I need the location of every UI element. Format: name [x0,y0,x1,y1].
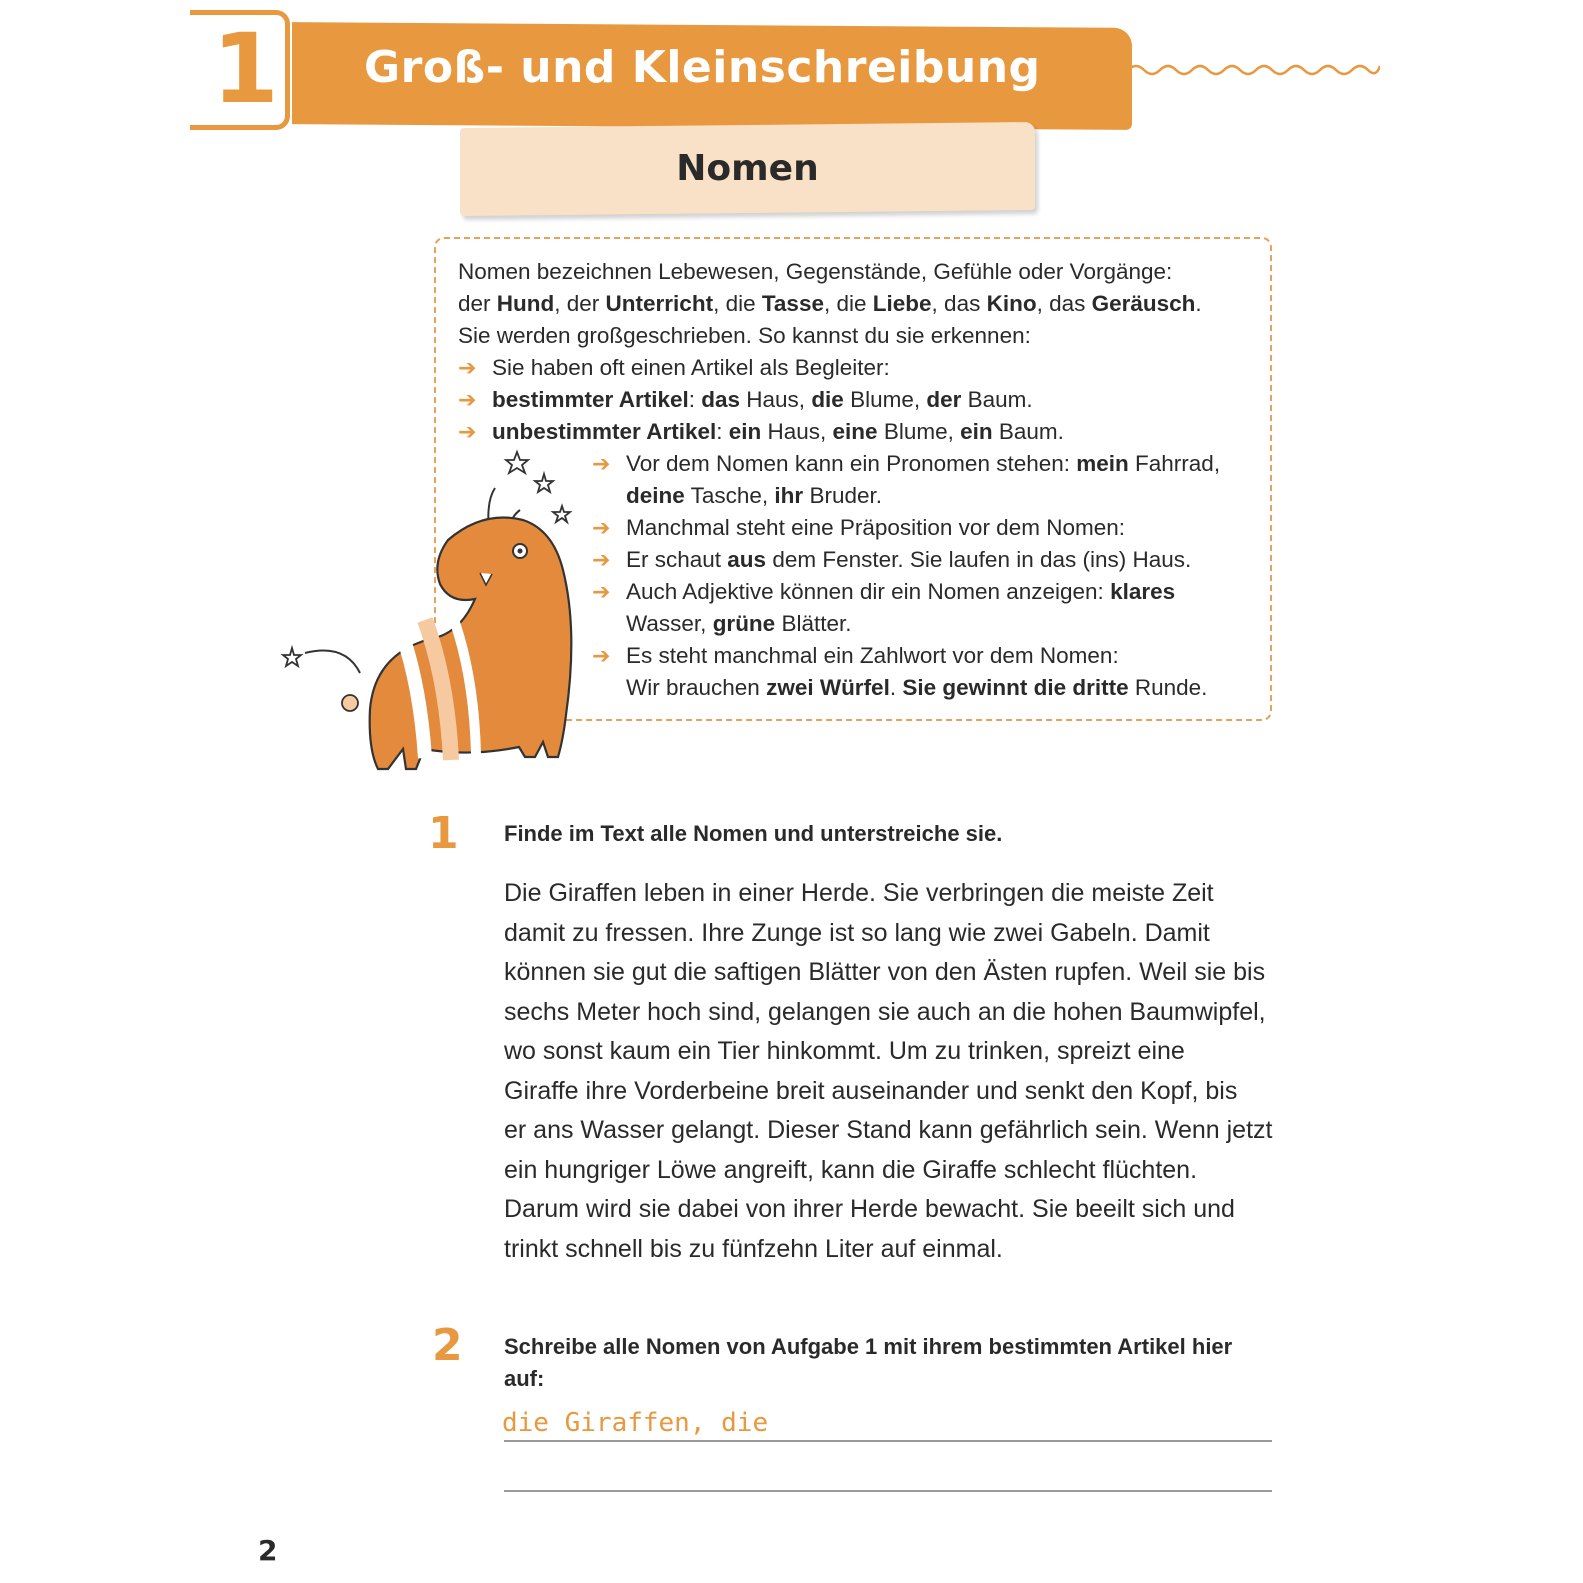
info-line [626,608,1175,640]
text-run: Vor dem Nomen kann ein Pronomen stehen: [626,451,1077,476]
bold-text: ein [960,419,993,444]
arrow-right-icon: ➔ [592,643,611,668]
bold-text: die [811,387,844,412]
page-number: 2 [258,1534,278,1567]
arrow-right-icon: ➔ [458,355,477,380]
bold-text: ihr [774,483,804,508]
arrow-right-icon: ➔ [592,579,611,604]
exercise-2-instruction-line: Schreibe alle Nomen von Aufgabe 1 mit ihrem bestimmten Artikel hier [504,1334,1233,1359]
bold-text: Unterricht [605,291,714,316]
bold-text: unbestimmter Artikel [492,419,717,444]
text-run: Sie haben oft einen Artikel als Begleiter: [492,355,890,380]
list-item-text [492,416,1064,448]
info-list-right [592,448,1220,704]
bold-text: der [926,387,962,412]
wavy-line-decoration [1128,58,1380,82]
info-line [492,416,1064,448]
text-run: Wir brauchen [626,675,767,700]
list-item [592,576,1220,640]
text-run: . [1195,291,1202,316]
exercise-1-number: 1 [428,808,459,859]
exercise-2-number: 2 [432,1320,463,1371]
list-item [458,416,1064,448]
info-line [458,288,1202,320]
text-run: , der [554,291,606,316]
list-item-text [626,544,1191,576]
bold-text: mein [1076,451,1129,476]
text-run: Baum. [961,387,1033,412]
exercise-1-text-line: trinkt schnell bis zu fünfzehn Liter auf einmal. [504,1234,1003,1263]
info-line [626,640,1207,672]
text-run: Bruder. [803,483,882,508]
bold-text: Liebe [872,291,932,316]
bold-text: zwei Würfel [766,675,890,700]
info-line [626,512,1125,544]
text-run: . [889,675,903,700]
text-run: Haus, [740,387,812,412]
bold-text: Kino [986,291,1037,316]
text-run: Fahrrad, [1128,451,1221,476]
bold-text: deine [626,483,685,508]
list-item-text [626,448,1220,512]
chapter-number: 1 [212,13,279,125]
bold-text: klares [1110,579,1176,604]
answer-line-1[interactable] [504,1440,1272,1442]
exercise-1-instruction: Finde im Text alle Nomen und unterstreiche sie. [504,821,1003,846]
list-item [458,384,1064,416]
exercise-1-text-line: ein hungriger Löwe angreift, kann die Giraffe schlecht flüchten. [504,1155,1198,1184]
list-item-text [492,384,1033,416]
bold-text: grüne [712,611,776,636]
list-item [592,640,1220,704]
section-subtitle: Nomen [676,148,819,189]
text-run: Runde. [1128,675,1208,700]
info-line [626,480,1220,512]
text-run: Blätter. [775,611,852,636]
info-line [492,352,890,384]
text-run: : [688,387,702,412]
text-run: Er schaut [626,547,728,572]
list-item-text [492,352,890,384]
exercise-2-instruction-line: auf: [504,1366,545,1391]
list-item [592,512,1220,544]
info-list-left [458,352,1064,448]
text-run: , das [931,291,987,316]
text-run: der [458,291,497,316]
arrow-right-icon: ➔ [458,387,477,412]
info-line [492,384,1033,416]
info-line [626,448,1220,480]
text-run: dem Fenster. Sie laufen in das (ins) Haus. [766,547,1192,572]
exercise-1-text-line: Giraffe ihre Vorderbeine breit auseinander und senkt den Kopf, bis [504,1076,1238,1105]
list-item [458,352,1064,384]
bold-text: eine [832,419,878,444]
text-run: Haus, [761,419,833,444]
list-item-text [626,640,1207,704]
text-run: Blume, [843,387,927,412]
info-line [626,576,1175,608]
text-run: , das [1036,291,1092,316]
info-line [626,672,1207,704]
info-intro [458,256,1202,352]
list-item-text [626,512,1125,544]
exercise-1-text-line: sechs Meter hoch sind, gelangen sie auch an die hohen Baumwipfel, [504,997,1266,1026]
bold-text: das [701,387,741,412]
info-line [626,544,1191,576]
monster-illustration [280,448,590,783]
page-title: Groß- und Kleinschreibung [364,42,1041,93]
arrow-right-icon: ➔ [592,515,611,540]
exercise-1-text-line: damit zu fressen. Ihre Zunge ist so lang wie zwei Gabeln. Damit [504,918,1210,947]
exercise-1-text [504,874,1294,1269]
text-run: Auch Adjektive können dir ein Nomen anzeigen: [626,579,1111,604]
arrow-right-icon: ➔ [458,419,477,444]
info-line [458,320,1202,352]
list-item [592,448,1220,512]
text-run: , die [713,291,762,316]
exercise-1-text-line: Darum wird sie dabei von ihrer Herde bewacht. Sie beeilt sich und [504,1195,1235,1223]
answer-text: die Giraffen, die [502,1408,769,1438]
text-run: Baum. [992,419,1064,444]
text-run: , die [823,291,873,316]
exercise-1-text-line: Die Giraffen leben in einer Herde. Sie verbringen die meiste Zeit [504,879,1214,907]
bold-text: Sie gewinnt die dritte [902,675,1129,700]
exercise-1-text-line: wo sonst kaum ein Tier hinkommt. Um zu trinken, spreizt eine [504,1037,1185,1065]
bold-text: Hund [496,291,555,316]
answer-line-2[interactable] [504,1490,1272,1492]
text-run: : [716,419,729,444]
bold-text: Geräusch [1091,291,1196,316]
bold-text: aus [727,547,767,572]
bold-text: bestimmter Artikel [492,387,689,412]
text-run: Wasser, [626,611,713,636]
exercise-2-instruction [504,1331,1284,1395]
exercise-1-text-line: er ans Wasser gelangt. Dieser Stand kann gefährlich sein. Wenn jetzt [504,1116,1273,1144]
text-run: Es steht manchmal ein Zahlwort vor dem Nomen: [626,643,1119,668]
exercise-1-text-line: können sie gut die saftigen Blätter von den Ästen rupfen. Weil sie bis [504,958,1266,986]
arrow-right-icon: ➔ [592,451,611,476]
text-run: Manchmal steht eine Präposition vor dem Nomen: [626,515,1125,540]
text-run: Sie werden großgeschrieben. So kannst du sie erkennen: [458,323,1031,348]
text-run: Blume, [877,419,961,444]
bold-text: Tasse [761,291,824,316]
list-item [592,544,1220,576]
arrow-right-icon: ➔ [592,547,611,572]
info-line [458,256,1202,288]
list-item-text [626,576,1175,640]
text-run: Tasche, [684,483,775,508]
text-run: Nomen bezeichnen Lebewesen, Gegenstände, Gefühle oder Vorgänge: [458,259,1173,284]
bold-text: ein [728,419,762,444]
